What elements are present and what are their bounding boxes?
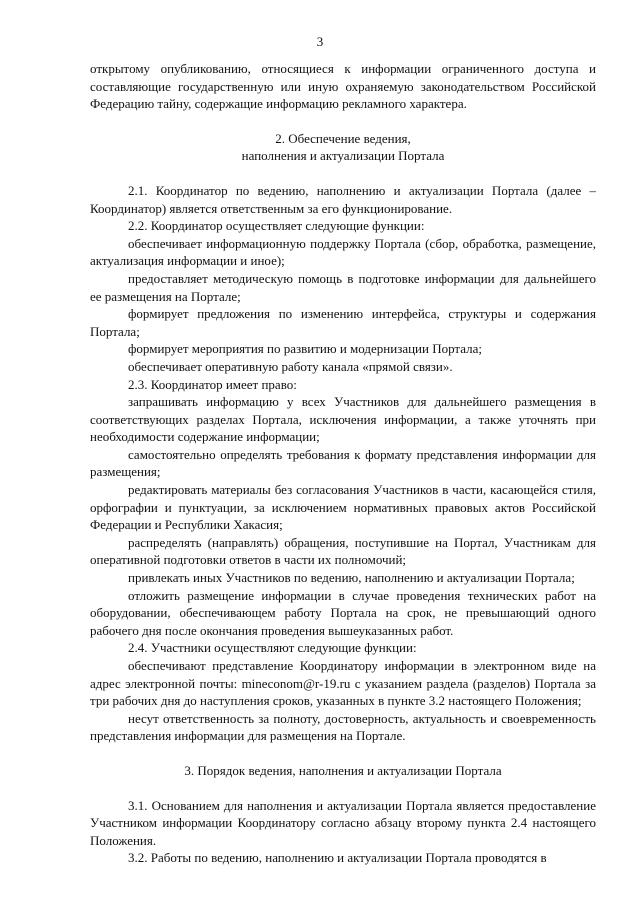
list-item: распределять (направлять) обращения, поступившие на Портал, Участникам для оперативной подготовки ответов в части их полномочий; bbox=[90, 534, 596, 568]
page-number: 3 bbox=[316, 34, 324, 49]
paragraph-2-2: 2.2. Координатор осуществляет следующие функции: bbox=[128, 218, 425, 234]
list-item: отложить размещение информации в случае проведения технических работ на оборудовании, обеспечивающем работу Портала на срок, не превышающий одного рабочего дня после окончания проведения вышеуказанных работ. bbox=[90, 587, 596, 638]
section-2-title-line-1: 2. Обеспечение ведения, bbox=[275, 130, 411, 146]
list-item: самостоятельно определять требования к формату представления информации для размещения; bbox=[90, 446, 596, 480]
list-item: несут ответственность за полноту, достоверность, актуальность и своевременность представления информации для размещения на Портале. bbox=[90, 710, 596, 744]
list-item: формирует мероприятия по развитию и модернизации Портала; bbox=[128, 341, 483, 357]
list-item: предоставляет методическую помощь в подготовке информации для дальнейшего ее размещения на Портале; bbox=[90, 270, 596, 304]
list-item: формирует предложения по изменению интерфейса, структуры и содержания Портала; bbox=[90, 306, 596, 339]
list-item: привлекать иных Участников по ведению, наполнению и актуализации Портала; bbox=[128, 570, 575, 586]
list-item: обеспечивает информационную поддержку Портала (сбор, обработка, размещение, актуализация информации и иное); bbox=[90, 235, 596, 269]
paragraph-2-1: 2.1. Координатор по ведению, наполнению и актуализации Портала (далее – Координатор) является ответственным за его функционирование. bbox=[90, 182, 596, 216]
section-2-title-line-2: наполнения и актуализации Портала bbox=[241, 148, 445, 164]
paragraph: открытому опубликованию, относящиеся к информации ограниченного доступа и составляющие государственную или иную охраняемую законодательством Российской Федерацию тайну, содержащие информацию рекламного характера. bbox=[90, 61, 596, 112]
paragraph-3-2: 3.2. Работы по ведению, наполнению и актуализации Портала проводятся в bbox=[128, 850, 547, 866]
document-body bbox=[90, 60, 596, 867]
list-item: обеспечивает оперативную работу канала «прямой связи». bbox=[128, 358, 453, 374]
paragraph-2-4: 2.4. Участники осуществляют следующие функции: bbox=[128, 640, 417, 656]
paragraph-2-3: 2.3. Координатор имеет право: bbox=[128, 376, 297, 392]
section-3-title: 3. Порядок ведения, наполнения и актуализации Портала bbox=[184, 762, 502, 778]
list-item: запрашивать информацию у всех Участников для дальнейшего размещения в соответствующих разделах Портала, исключения информации, а также уточнять при необходимости содержание информации; bbox=[90, 394, 596, 445]
list-item: редактировать материалы без согласования Участников в части, касающейся стиля, орфографии и пунктуации, за исключением нормативных правовых актов Российской Федерации и Республики Хакасия; bbox=[90, 482, 596, 533]
list-item: обеспечивают представление Координатору информации в электронном виде на адрес электронной почты: mineconom@r-19.ru с указанием раздела (разделов) Портала за три рабочих дня до наступления сроков, указанных в пункте 3.2 настоящего Положения; bbox=[90, 658, 596, 709]
paragraph-3-1: 3.1. Основанием для наполнения и актуализации Портала является предоставление Участником информации Координатору согласно абзацу второму пункта 2.4 настоящего Положения. bbox=[90, 797, 596, 848]
